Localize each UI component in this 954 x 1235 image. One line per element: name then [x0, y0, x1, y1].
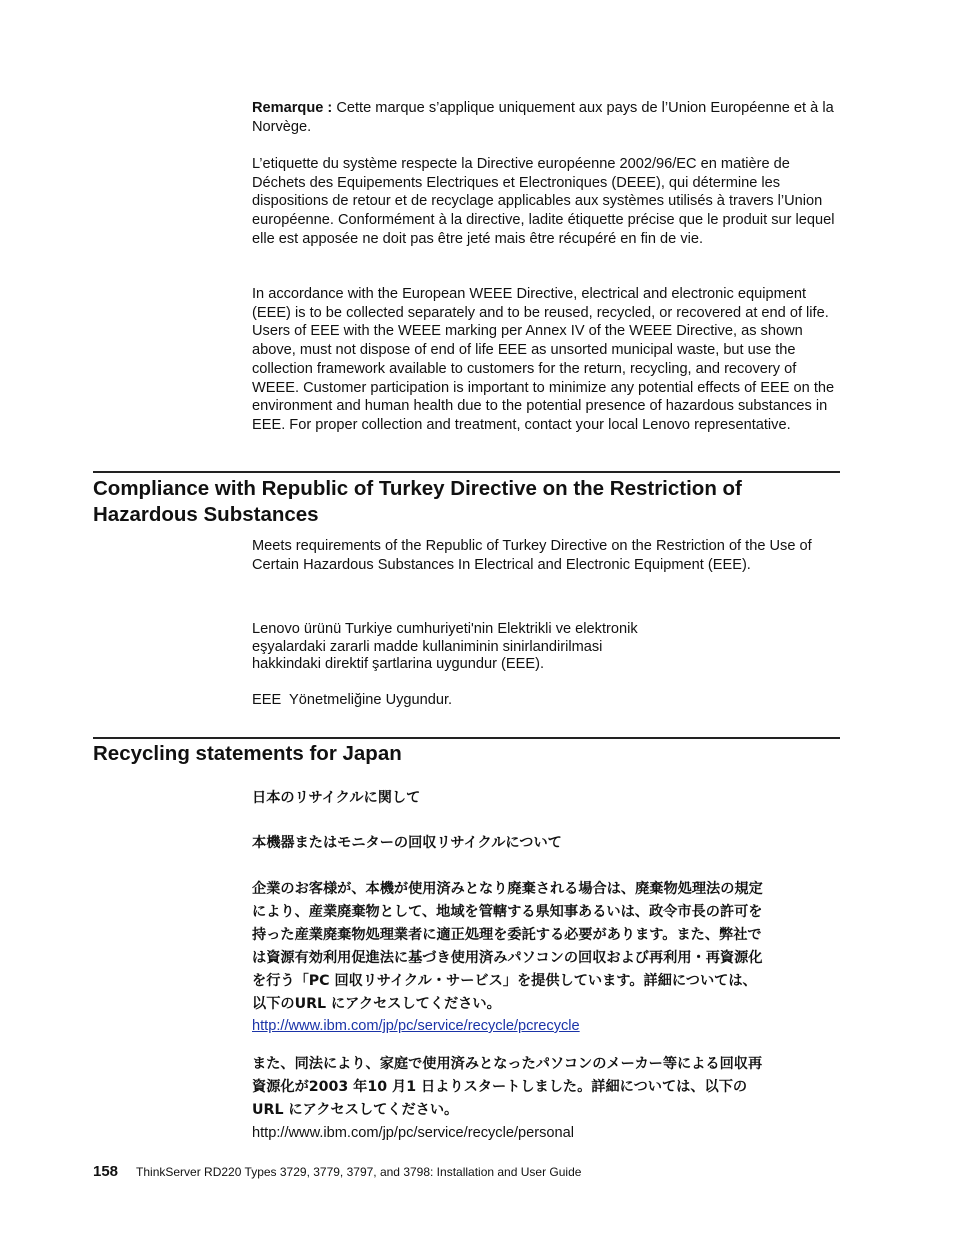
turkey-paragraph: Meets requirements of the Republic of Turkey Directive on the Restriction of the Use of Certain Hazardous Substances In Electrical and Electronic Equipment (EEE). — [252, 538, 812, 573]
japan-title-2: 本機器またはモニターの回収リサイクルについて — [252, 835, 562, 851]
weee-english-paragraph: In accordance with the European WEEE Directive, electrical and electronic equipment (EEE) is to be collected separately and to be reused, recycled, or recovered at end of life. Users of EEE with the WEEE marking per Annex IV of the WEEE Directive, as shown above, must not dispose of end of life EEE as unsorted municipal waste, but use the collection framework available to customers for the return, recycling, and recovery of WEEE. Customer participation is important to minimize any potential effects of EEE on the environment and human health due to the potential presence of hazardous substances in EEE. For proper collection and treatment, contact your local Lenovo representative. — [252, 286, 835, 433]
turkish-line-3: hakkindaki direktif şartlarina uygundur (EEE). — [252, 656, 545, 672]
page-footer — [93, 1162, 581, 1182]
section-divider-japan — [93, 737, 840, 739]
weee-note — [252, 99, 840, 136]
japan-title-1: 日本のリサイクルに関して — [252, 790, 421, 806]
turkish-line-4: EEE Yönetmeliğine Uygundur. — [252, 692, 453, 708]
turkey-turkish-statement — [252, 621, 840, 674]
weee-note-text: Cette marque s’applique uniquement aux pays de l’Union Européenne et à la Norvège. — [252, 100, 834, 135]
book-title: ThinkServer RD220 Types 3729, 3779, 3797, and 3798: Installation and User Guide — [136, 1165, 582, 1179]
section-divider-turkey — [93, 471, 840, 473]
japan-paragraph-2: また、同法により、家庭で使用済みとなったパソコンのメーカー等による回収再 資源化が2003 年10 月1 日よりスタートしました。詳細については、以下の URL にアクセスしてください。 — [252, 1056, 763, 1118]
turkey-heading: Compliance with Republic of Turkey Directive on the Restriction of Hazardous Substances — [93, 477, 742, 526]
japan-heading: Recycling statements for Japan — [93, 742, 402, 765]
turkish-line-1: Lenovo ürünü Turkiye cumhuriyeti'nin Elektrikli ve elektronik — [252, 621, 638, 637]
weee-french-paragraph: L’etiquette du système respecte la Directive européenne 2002/96/EC en matière de Déchets des Equipements Electriques et Electroniques (DEEE), qui détermine les dispositions de retour et de recyclage applicables aux systèmes utilisés à travers l’Union européenne. Conformément à la directive, ladite étiquette précise que le produit sur lequel elle est apposée ne doit pas être jeté mais être récupéré en fin de vie. — [252, 156, 835, 247]
pcrecycle-link[interactable]: http://www.ibm.com/jp/pc/service/recycle/pcrecycle — [252, 1018, 580, 1034]
japan-paragraph-1: 企業のお客様が、本機が使用済みとなり廃棄される場合は、廃棄物処理法の規定 により、産業廃棄物として、地域を管轄する県知事あるいは、政令市長の許可を 持った産業廃棄物処理業者に適正処理を委託する必要があります。また、弊社で は資源有効利用促進法に基づき使用済みパソコンの回収および再利用・再資源化 を行う「PC 回収リサイクル・サービス」を提供しています。詳細については、 以下のURL にアクセスしてください。 — [252, 881, 763, 1012]
turkish-line-2: eşyalardaki zararli madde kullaniminin sinirlandirilmasi — [252, 638, 603, 655]
japan-url-2: http://www.ibm.com/jp/pc/service/recycle/personal — [252, 1125, 574, 1141]
weee-note-label: Remarque : — [252, 100, 333, 116]
page-number: 158 — [93, 1163, 119, 1180]
japan-url-1-wrapper — [252, 1017, 580, 1035]
